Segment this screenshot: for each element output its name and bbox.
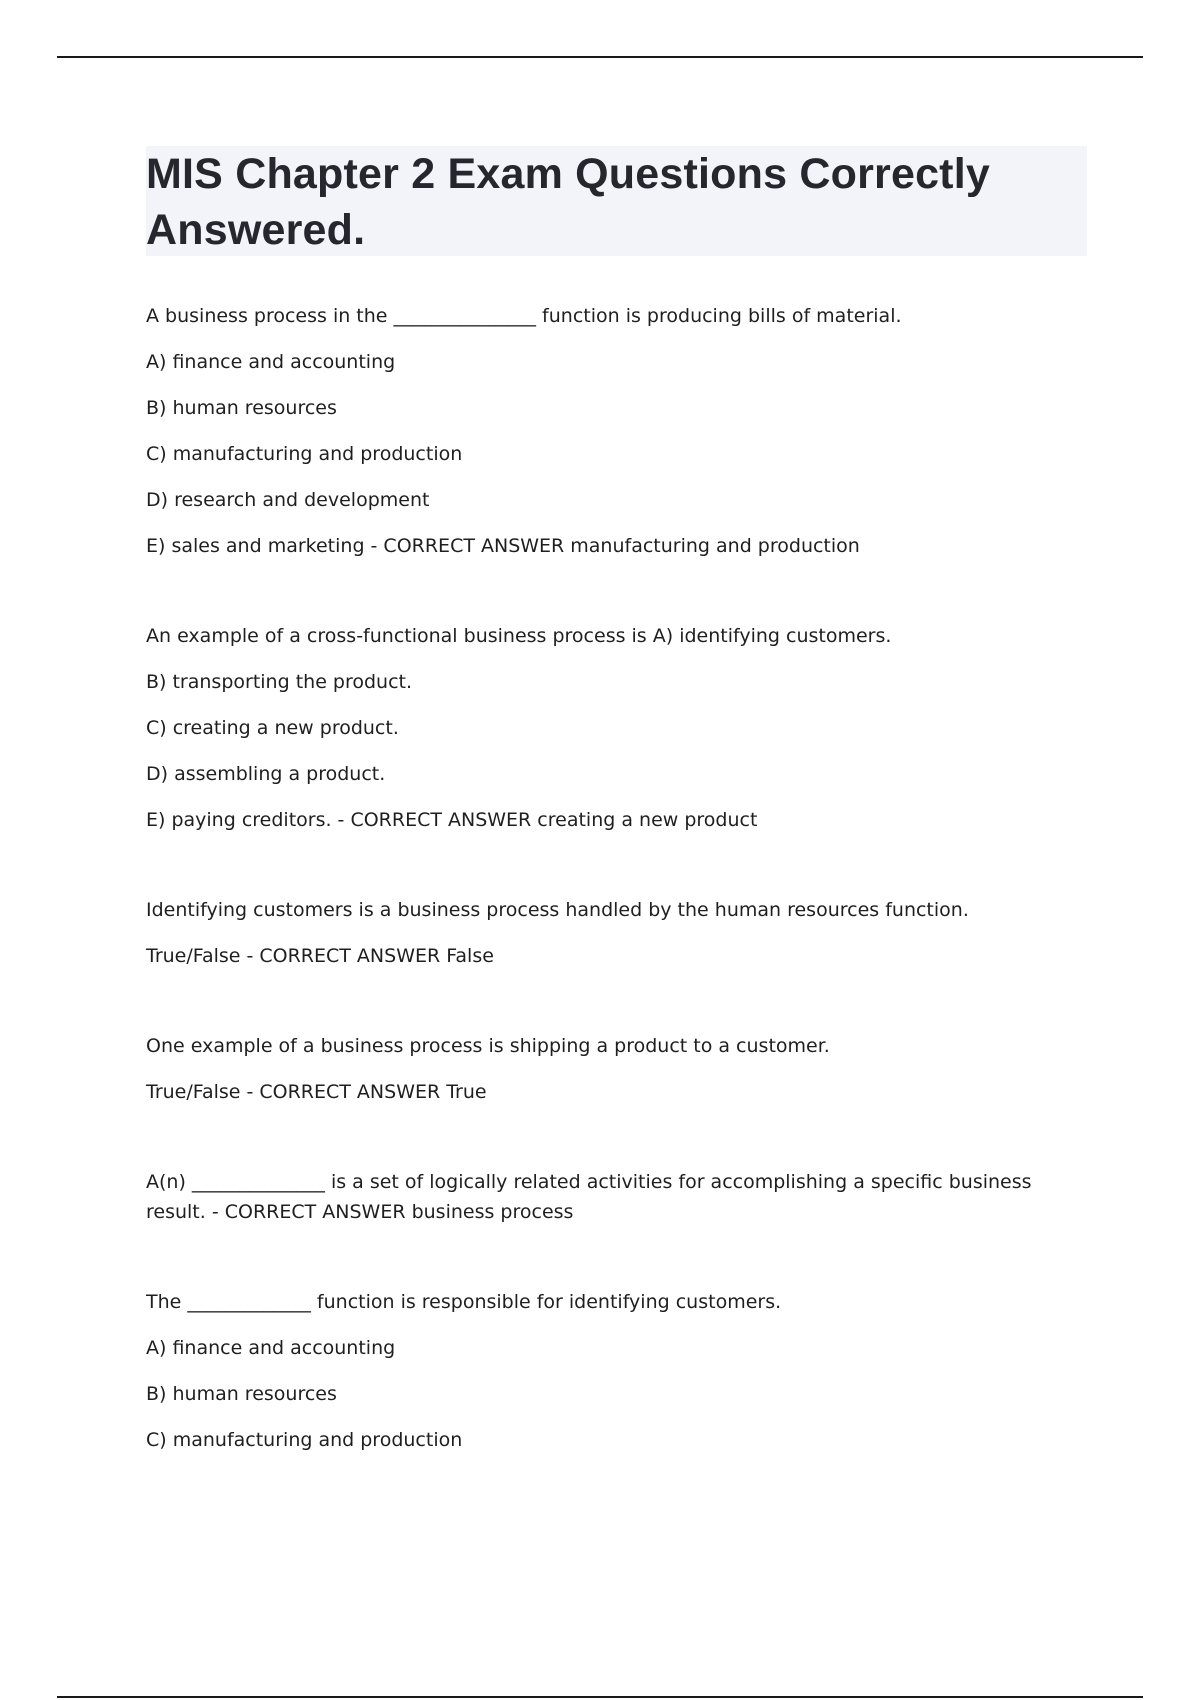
answer-option-d: D) research and development xyxy=(146,489,430,511)
question-text: Identifying customers is a business process handled by the human resources function. xyxy=(146,899,969,921)
question-list xyxy=(146,301,1086,1471)
answer-option-a: A) finance and accounting xyxy=(146,1337,396,1359)
answer-option-b: B) transporting the product. xyxy=(146,671,413,693)
answer-option-c: C) manufacturing and production xyxy=(146,443,463,465)
answer-option-e-with-correct-answer: E) sales and marketing - CORRECT ANSWER manufacturing and production xyxy=(146,535,860,557)
answer-option-c: C) creating a new product. xyxy=(146,717,399,739)
answer-option-e-with-correct-answer: E) paying creditors. - CORRECT ANSWER creating a new product xyxy=(146,809,758,831)
question-block-2 xyxy=(146,621,1086,851)
bottom-rule xyxy=(57,1696,1143,1698)
true-false-correct-answer: True/False - CORRECT ANSWER False xyxy=(146,945,494,967)
spacer xyxy=(146,577,1086,621)
spacer xyxy=(146,1227,1086,1287)
spacer xyxy=(146,987,1086,1031)
question-block-4 xyxy=(146,1031,1086,1123)
question-block-5 xyxy=(146,1167,1086,1227)
spacer xyxy=(146,851,1086,895)
question-block-3 xyxy=(146,895,1086,987)
answer-option-b: B) human resources xyxy=(146,397,337,419)
answer-option-c: C) manufacturing and production xyxy=(146,1429,463,1451)
spacer xyxy=(146,1123,1086,1167)
question-text-with-correct-answer: A(n) ______________ is a set of logically related activities for accomplishing a specific business result. - CORRECT ANSWER business process xyxy=(146,1171,1032,1223)
question-block-1 xyxy=(146,301,1086,577)
title-banner xyxy=(146,146,1087,256)
question-text: A business process in the _______________ function is producing bills of material. xyxy=(146,305,902,327)
question-text: The _____________ function is responsible for identifying customers. xyxy=(146,1291,782,1313)
answer-option-d: D) assembling a product. xyxy=(146,763,386,785)
top-rule xyxy=(57,56,1143,58)
title-line-2: Answered. xyxy=(146,206,366,254)
true-false-correct-answer: True/False - CORRECT ANSWER True xyxy=(146,1081,487,1103)
answer-option-a: A) finance and accounting xyxy=(146,351,396,373)
answer-option-b: B) human resources xyxy=(146,1383,337,1405)
question-text: One example of a business process is shipping a product to a customer. xyxy=(146,1035,830,1057)
question-text: An example of a cross-functional business process is A) identifying customers. xyxy=(146,625,892,647)
document-title xyxy=(146,146,1087,258)
question-block-6 xyxy=(146,1287,1086,1471)
title-line-1: MIS Chapter 2 Exam Questions Correctly xyxy=(146,150,990,198)
